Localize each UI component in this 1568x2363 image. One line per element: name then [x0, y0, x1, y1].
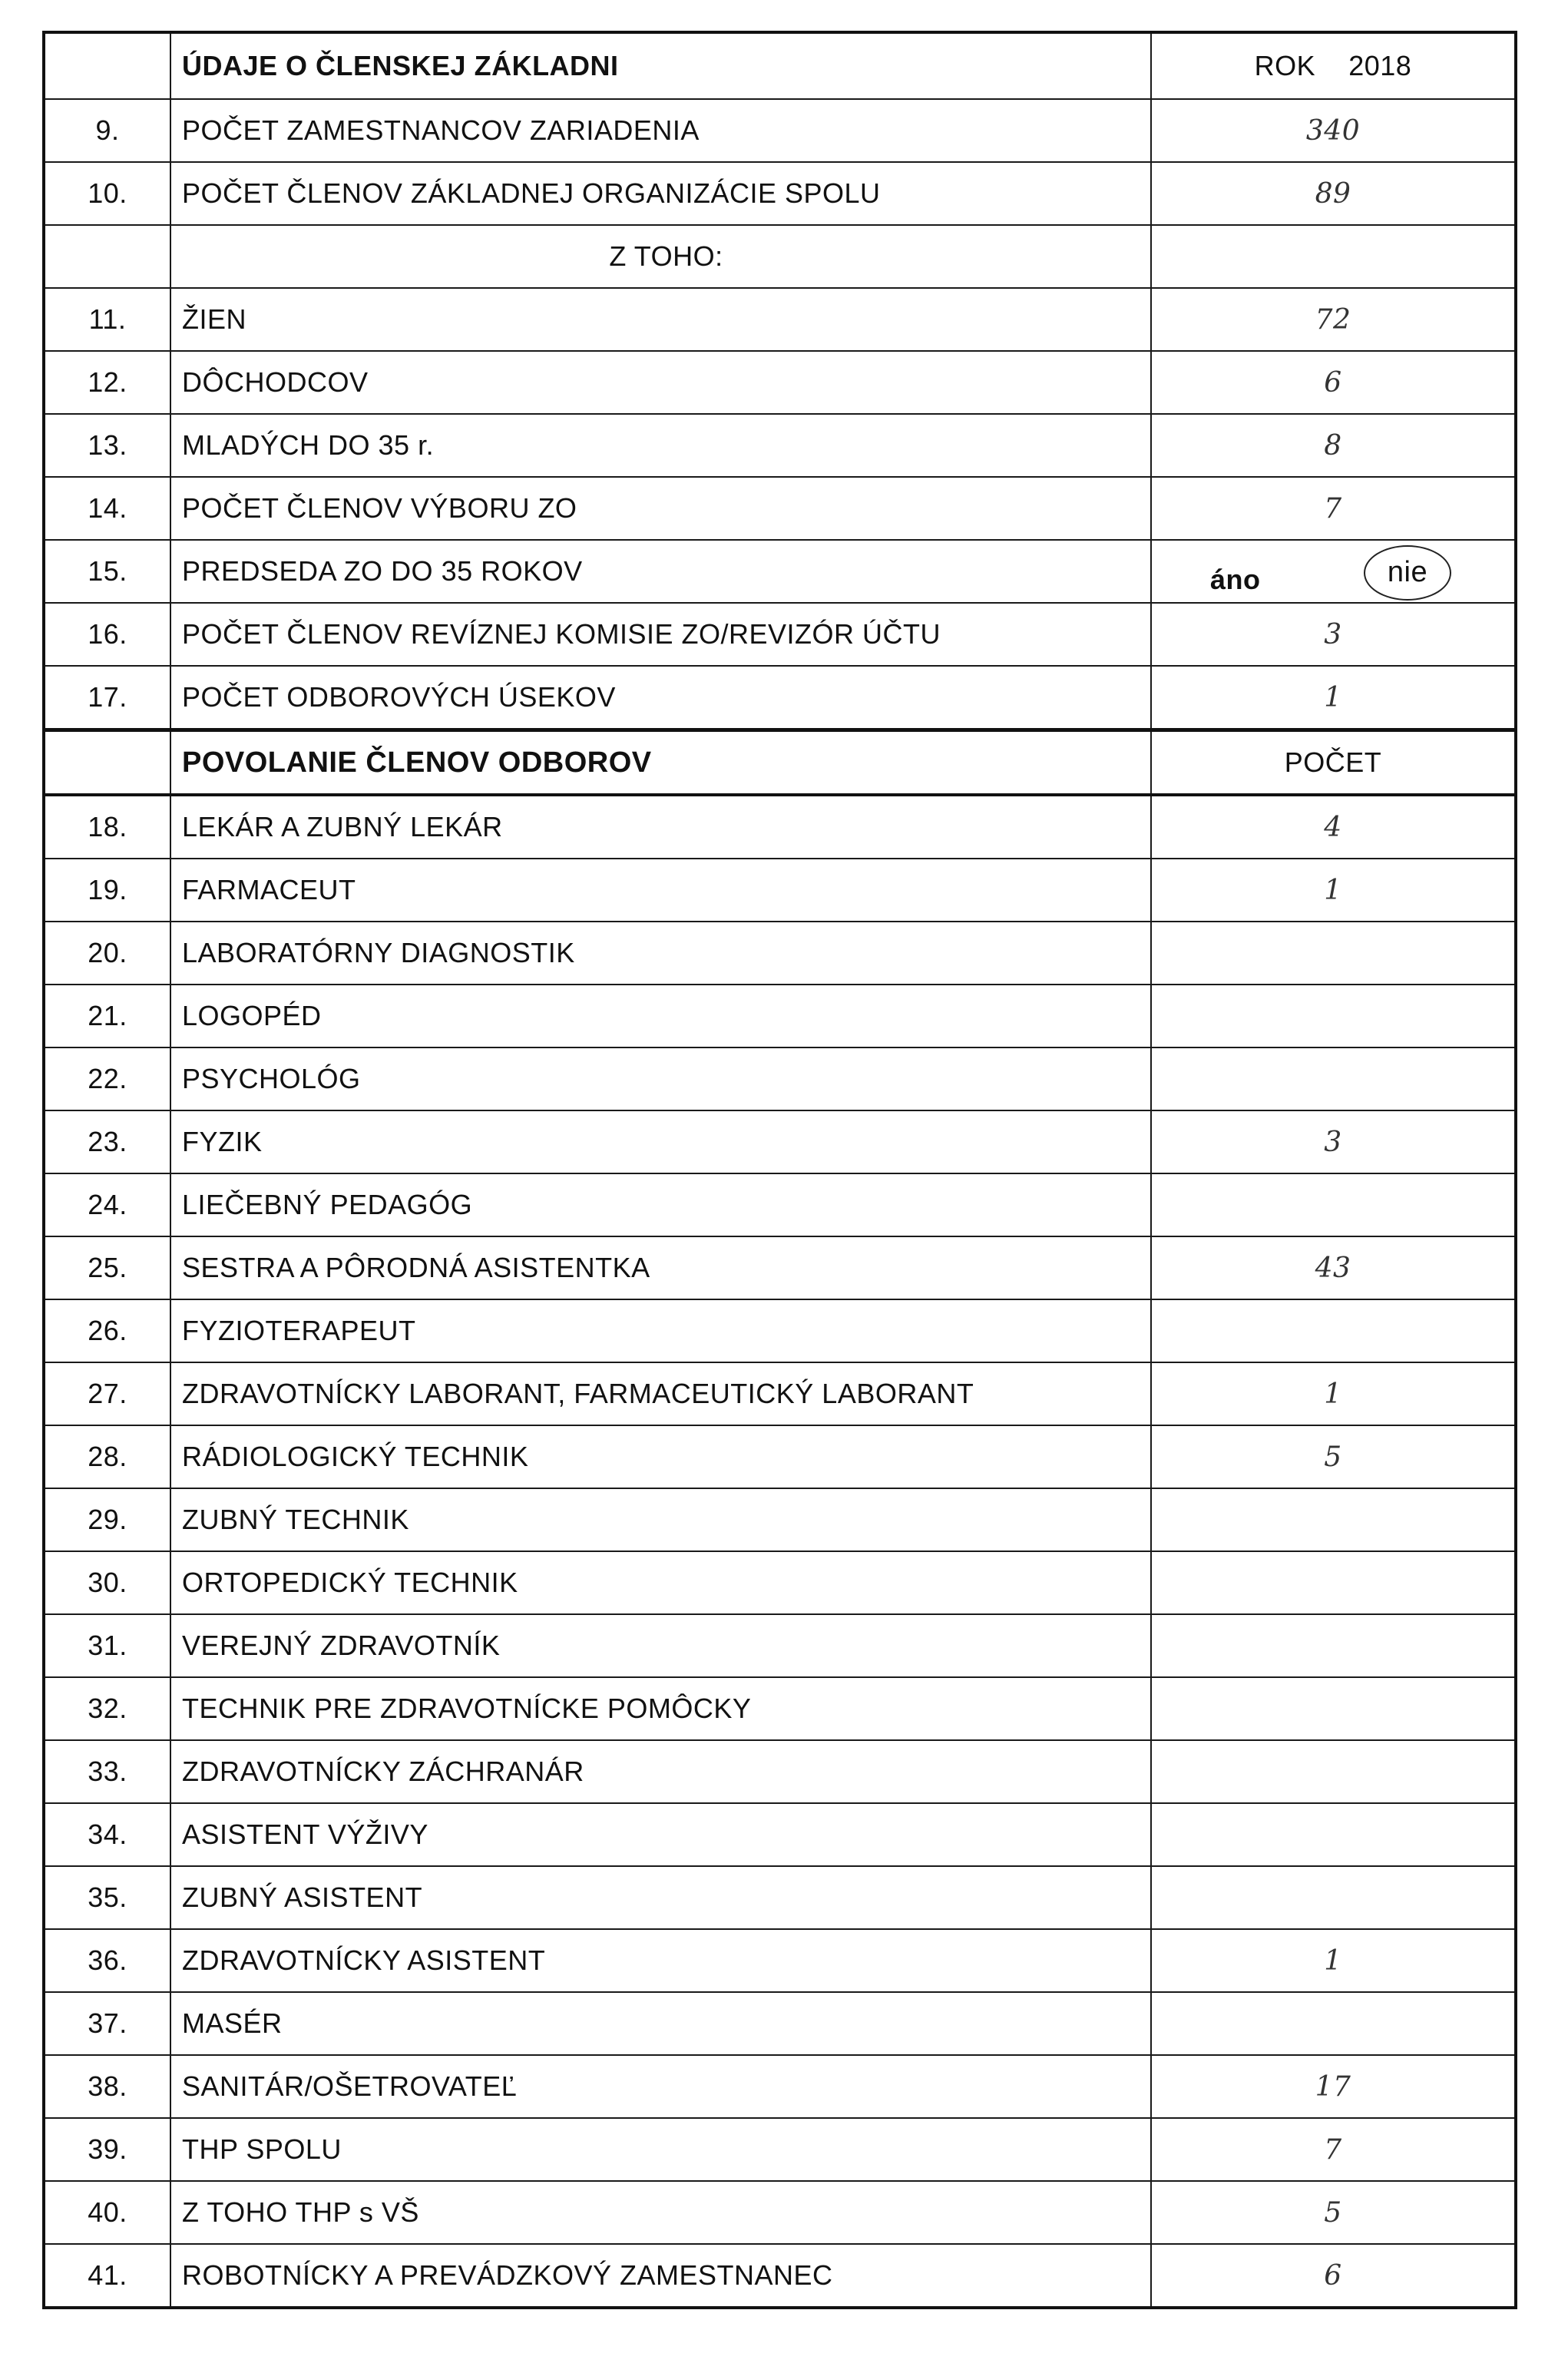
- row-number: 9.: [44, 99, 170, 162]
- option-ano: áno: [1210, 564, 1261, 595]
- handwritten-value: [1151, 1992, 1516, 2055]
- row-number: 39.: [44, 2118, 170, 2181]
- row-number: 23.: [44, 1110, 170, 1173]
- handwritten-value: 5: [1151, 2181, 1516, 2244]
- handwritten-value: [1151, 985, 1516, 1047]
- handwritten-value: 1: [1151, 859, 1516, 922]
- row-label: LABORATÓRNY DIAGNOSTIK: [170, 922, 1151, 985]
- row-label: ZDRAVOTNÍCKY LABORANT, FARMACEUTICKÝ LABORANT: [170, 1362, 1151, 1425]
- row-number: 37.: [44, 1992, 170, 2055]
- handwritten-value: 1: [1151, 1362, 1516, 1425]
- handwritten-value: 4: [1151, 795, 1516, 859]
- table-row: [44, 1803, 1516, 1866]
- table-row: [44, 859, 1516, 922]
- table-row: [44, 1110, 1516, 1173]
- handwritten-value: [1151, 1740, 1516, 1803]
- row-label: POČET ODBOROVÝCH ÚSEKOV: [170, 666, 1151, 730]
- handwritten-value: [1151, 1299, 1516, 1362]
- handwritten-value: [1151, 1677, 1516, 1740]
- yes-no-cell: [1151, 540, 1516, 603]
- row-label: VEREJNÝ ZDRAVOTNÍK: [170, 1614, 1151, 1677]
- section-header-row: [44, 730, 1516, 796]
- handwritten-value: [1151, 225, 1516, 288]
- row-label: LOGOPÉD: [170, 985, 1151, 1047]
- handwritten-value: [1151, 1614, 1516, 1677]
- row-number: 10.: [44, 162, 170, 225]
- handwritten-value: 43: [1151, 1236, 1516, 1299]
- row-number: 41.: [44, 2244, 170, 2308]
- row-number: [44, 225, 170, 288]
- table-row: [44, 1362, 1516, 1425]
- handwritten-value: 17: [1151, 2055, 1516, 2118]
- table-row: [44, 1929, 1516, 1992]
- handwritten-value: [1151, 1803, 1516, 1866]
- table-body: [44, 32, 1516, 2308]
- handwritten-value: 5: [1151, 1425, 1516, 1488]
- row-number: 20.: [44, 922, 170, 985]
- table-row: [44, 1677, 1516, 1740]
- count-label: POČET: [1151, 730, 1516, 796]
- row-number: 32.: [44, 1677, 170, 1740]
- row-label: LIEČEBNÝ PEDAGÓG: [170, 1173, 1151, 1236]
- table-row: [44, 1614, 1516, 1677]
- row-number: 31.: [44, 1614, 170, 1677]
- table-row: [44, 1992, 1516, 2055]
- handwritten-value: 6: [1151, 2244, 1516, 2308]
- year-value: 2018: [1348, 50, 1412, 81]
- row-number: 35.: [44, 1866, 170, 1929]
- handwritten-value: 6: [1151, 351, 1516, 414]
- year-cell: [1151, 32, 1516, 99]
- row-label: ZUBNÝ TECHNIK: [170, 1488, 1151, 1551]
- row-number: 27.: [44, 1362, 170, 1425]
- membership-table: [42, 31, 1517, 2309]
- row-label: MLADÝCH DO 35 r.: [170, 414, 1151, 477]
- handwritten-value: 340: [1151, 99, 1516, 162]
- row-number: 24.: [44, 1173, 170, 1236]
- row-number: 30.: [44, 1551, 170, 1614]
- row-label: POČET ČLENOV ZÁKLADNEJ ORGANIZÁCIE SPOLU: [170, 162, 1151, 225]
- table-row: [44, 795, 1516, 859]
- row-number: 21.: [44, 985, 170, 1047]
- row-label: POČET ČLENOV VÝBORU ZO: [170, 477, 1151, 540]
- table-row: [44, 2055, 1516, 2118]
- row-number: 16.: [44, 603, 170, 666]
- row-number: 19.: [44, 859, 170, 922]
- table-row: [44, 1425, 1516, 1488]
- table-row: [44, 603, 1516, 666]
- handwritten-value: 8: [1151, 414, 1516, 477]
- table-row: [44, 2244, 1516, 2308]
- table-row: [44, 162, 1516, 225]
- row-number: 22.: [44, 1047, 170, 1110]
- table-row: [44, 351, 1516, 414]
- handwritten-value: 72: [1151, 288, 1516, 351]
- row-label: ŽIEN: [170, 288, 1151, 351]
- row-number: 15.: [44, 540, 170, 603]
- table-row: [44, 922, 1516, 985]
- handwritten-value: 3: [1151, 603, 1516, 666]
- handwritten-value: 7: [1151, 2118, 1516, 2181]
- table-row: [44, 666, 1516, 730]
- row-label: FYZIOTERAPEUT: [170, 1299, 1151, 1362]
- row-label: SANITÁR/OŠETROVATEĽ: [170, 2055, 1151, 2118]
- header-row: [44, 32, 1516, 99]
- section-title: POVOLANIE ČLENOV ODBOROV: [170, 730, 1151, 796]
- handwritten-value: [1151, 922, 1516, 985]
- table-row: [44, 985, 1516, 1047]
- row-number: 12.: [44, 351, 170, 414]
- table-row: [44, 1299, 1516, 1362]
- row-label: ORTOPEDICKÝ TECHNIK: [170, 1551, 1151, 1614]
- row-number: 11.: [44, 288, 170, 351]
- table-row: [44, 99, 1516, 162]
- row-number: 28.: [44, 1425, 170, 1488]
- row-label: ROBOTNÍCKY A PREVÁDZKOVÝ ZAMESTNANEC: [170, 2244, 1151, 2308]
- row-label: DÔCHODCOV: [170, 351, 1151, 414]
- table-row: [44, 225, 1516, 288]
- handwritten-value: [1151, 1488, 1516, 1551]
- row-label: THP SPOLU: [170, 2118, 1151, 2181]
- row-number: 18.: [44, 795, 170, 859]
- membership-form: [42, 31, 1514, 2309]
- row-number: 38.: [44, 2055, 170, 2118]
- handwritten-value: 1: [1151, 666, 1516, 730]
- row-label: PSYCHOLÓG: [170, 1047, 1151, 1110]
- table-row: [44, 288, 1516, 351]
- row-label: TECHNIK PRE ZDRAVOTNÍCKE POMÔCKY: [170, 1677, 1151, 1740]
- table-row: [44, 1551, 1516, 1614]
- table-row: [44, 1866, 1516, 1929]
- row-number: 34.: [44, 1803, 170, 1866]
- row-label: PREDSEDA ZO DO 35 ROKOV: [170, 540, 1151, 603]
- option-nie-circled: nie: [1364, 545, 1451, 601]
- row-label: FYZIK: [170, 1110, 1151, 1173]
- row-label: ZUBNÝ ASISTENT: [170, 1866, 1151, 1929]
- table-row: [44, 1740, 1516, 1803]
- row-number: 40.: [44, 2181, 170, 2244]
- table-row: [44, 477, 1516, 540]
- row-number: 36.: [44, 1929, 170, 1992]
- handwritten-value: 7: [1151, 477, 1516, 540]
- table-row: [44, 2181, 1516, 2244]
- row-number: 25.: [44, 1236, 170, 1299]
- row-label: POČET ČLENOV REVÍZNEJ KOMISIE ZO/REVIZÓR ÚČTU: [170, 603, 1151, 666]
- row-number: 13.: [44, 414, 170, 477]
- row-label: MASÉR: [170, 1992, 1151, 2055]
- handwritten-value: 1: [1151, 1929, 1516, 1992]
- handwritten-value: 3: [1151, 1110, 1516, 1173]
- row-label: ASISTENT VÝŽIVY: [170, 1803, 1151, 1866]
- section-header-number-cell: [44, 730, 170, 796]
- table-row: [44, 1047, 1516, 1110]
- handwritten-value: [1151, 1173, 1516, 1236]
- row-label: Z TOHO:: [170, 225, 1151, 288]
- row-number: 14.: [44, 477, 170, 540]
- table-row: [44, 1173, 1516, 1236]
- table-row: [44, 1236, 1516, 1299]
- header-number-cell: [44, 32, 170, 99]
- row-label: LEKÁR A ZUBNÝ LEKÁR: [170, 795, 1151, 859]
- row-number: 17.: [44, 666, 170, 730]
- table-row: [44, 1488, 1516, 1551]
- table-row: [44, 414, 1516, 477]
- row-label: POČET ZAMESTNANCOV ZARIADENIA: [170, 99, 1151, 162]
- table-title: ÚDAJE O ČLENSKEJ ZÁKLADNI: [170, 32, 1151, 99]
- table-row: [44, 2118, 1516, 2181]
- row-label: SESTRA A PÔRODNÁ ASISTENTKA: [170, 1236, 1151, 1299]
- handwritten-value: [1151, 1047, 1516, 1110]
- table-row: [44, 540, 1516, 603]
- row-number: 33.: [44, 1740, 170, 1803]
- row-label: FARMACEUT: [170, 859, 1151, 922]
- handwritten-value: [1151, 1551, 1516, 1614]
- year-label: ROK: [1254, 50, 1316, 81]
- row-label: ZDRAVOTNÍCKY ASISTENT: [170, 1929, 1151, 1992]
- handwritten-value: [1151, 1866, 1516, 1929]
- row-label: Z TOHO THP s VŠ: [170, 2181, 1151, 2244]
- handwritten-value: 89: [1151, 162, 1516, 225]
- row-number: 29.: [44, 1488, 170, 1551]
- row-label: ZDRAVOTNÍCKY ZÁCHRANÁR: [170, 1740, 1151, 1803]
- row-number: 26.: [44, 1299, 170, 1362]
- row-label: RÁDIOLOGICKÝ TECHNIK: [170, 1425, 1151, 1488]
